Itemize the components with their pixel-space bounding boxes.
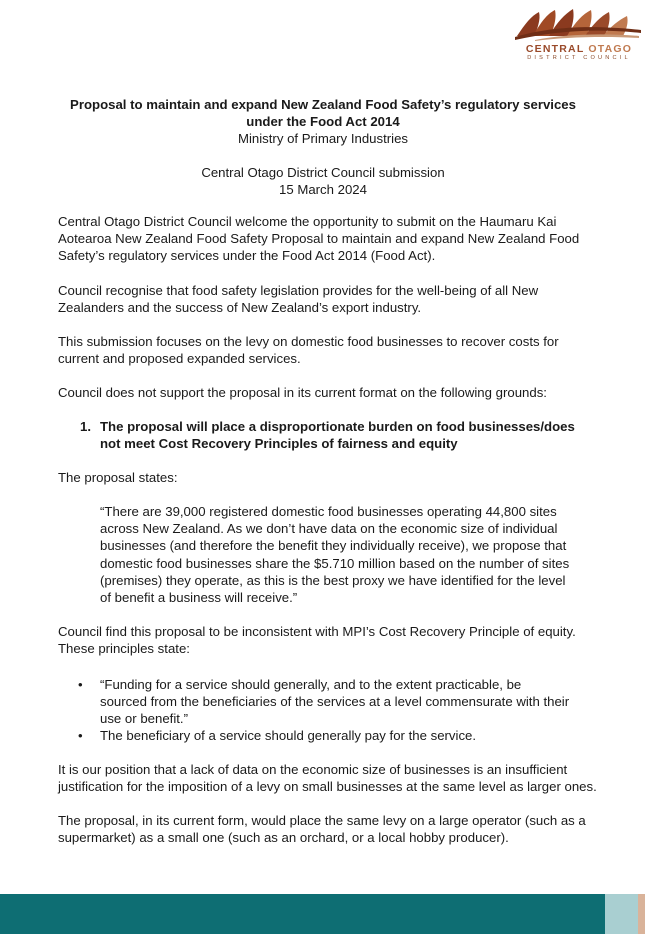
bullet-text-2: The beneficiary of a service should generally pay for the service. (100, 728, 477, 743)
logo-wordmark (517, 44, 641, 55)
bullet-text-1: “Funding for a service should generally, and to the extent practicable, be sourced from the beneficiaries of the services at a level commensurate with their use or benefit.” (100, 677, 570, 727)
focus-paragraph: This submission focuses on the levy on domestic food businesses to recover costs for current and proposed expanded services. (58, 334, 559, 367)
footer-band (0, 894, 645, 934)
logo-subtitle: DISTRICT COUNCIL (527, 55, 631, 61)
ground-1-number: 1. (80, 419, 91, 434)
ground-1-text: The proposal will place a disproportionate burden on food businesses/does not meet Cost Recovery Principles of fairness and equity (100, 419, 575, 452)
bullet-icon: • (78, 677, 83, 692)
title-line-1: Proposal to maintain and expand New Zealand Food Safety’s regulatory services (70, 97, 576, 112)
submission-date: 15 March 2024 (279, 182, 367, 197)
intro-paragraph: Central Otago District Council welcome the opportunity to submit on the Haumaru Kai Aotearoa New Zealand Food Safety Proposal to maintain and expand New Zealand Food Safety’s regulatory services under the Food Act 2014 (Food Act). (58, 214, 580, 264)
logo-name-central: CENTRAL (525, 43, 585, 55)
bullet-icon: • (78, 728, 83, 743)
mountain-logo-icon (515, 6, 641, 42)
proposal-quote: “There are 39,000 registered domestic food businesses operating 44,800 sites across New Zealand. As we don’t have data on the economic size of individual businesses (and therefore the benefit they individually receive), we propose that domestic food businesses share the $5.710 million based on the number of sites (premises) they operate, as this is the best proxy we have identified for the level of benefit a business will receive.” (100, 504, 570, 606)
not-support-paragraph: Council does not support the proposal in its current format on the following grounds: (58, 385, 547, 400)
council-logo (515, 6, 641, 61)
proposal-states-paragraph: The proposal states: (58, 470, 178, 485)
current-form-paragraph: The proposal, in its current form, would place the same levy on a large operator (such as a supermarket) as a small one (such as an orchard, or a local hobby producer). (58, 813, 586, 846)
footer-accent-light (605, 894, 638, 934)
logo-name-otago: OTAGO (588, 43, 633, 55)
position-paragraph: It is our position that a lack of data on the economic size of businesses is an insufficient justification for the imposition of a levy on small businesses at the same level as larger ones. (58, 762, 597, 795)
recognise-paragraph: Council recognise that food safety legislation provides for the well-being of all New Zealanders and the success of New Zealand’s export industry. (58, 283, 539, 316)
submission-title: Central Otago District Council submission (201, 165, 445, 180)
title-line-2: under the Food Act 2014 (246, 114, 400, 129)
ministry-name: Ministry of Primary Industries (237, 131, 408, 146)
inconsistent-paragraph: Council find this proposal to be inconsistent with MPI’s Cost Recovery Principle of equity. These principles state: (58, 624, 576, 657)
footer-accent-sand (638, 894, 645, 934)
